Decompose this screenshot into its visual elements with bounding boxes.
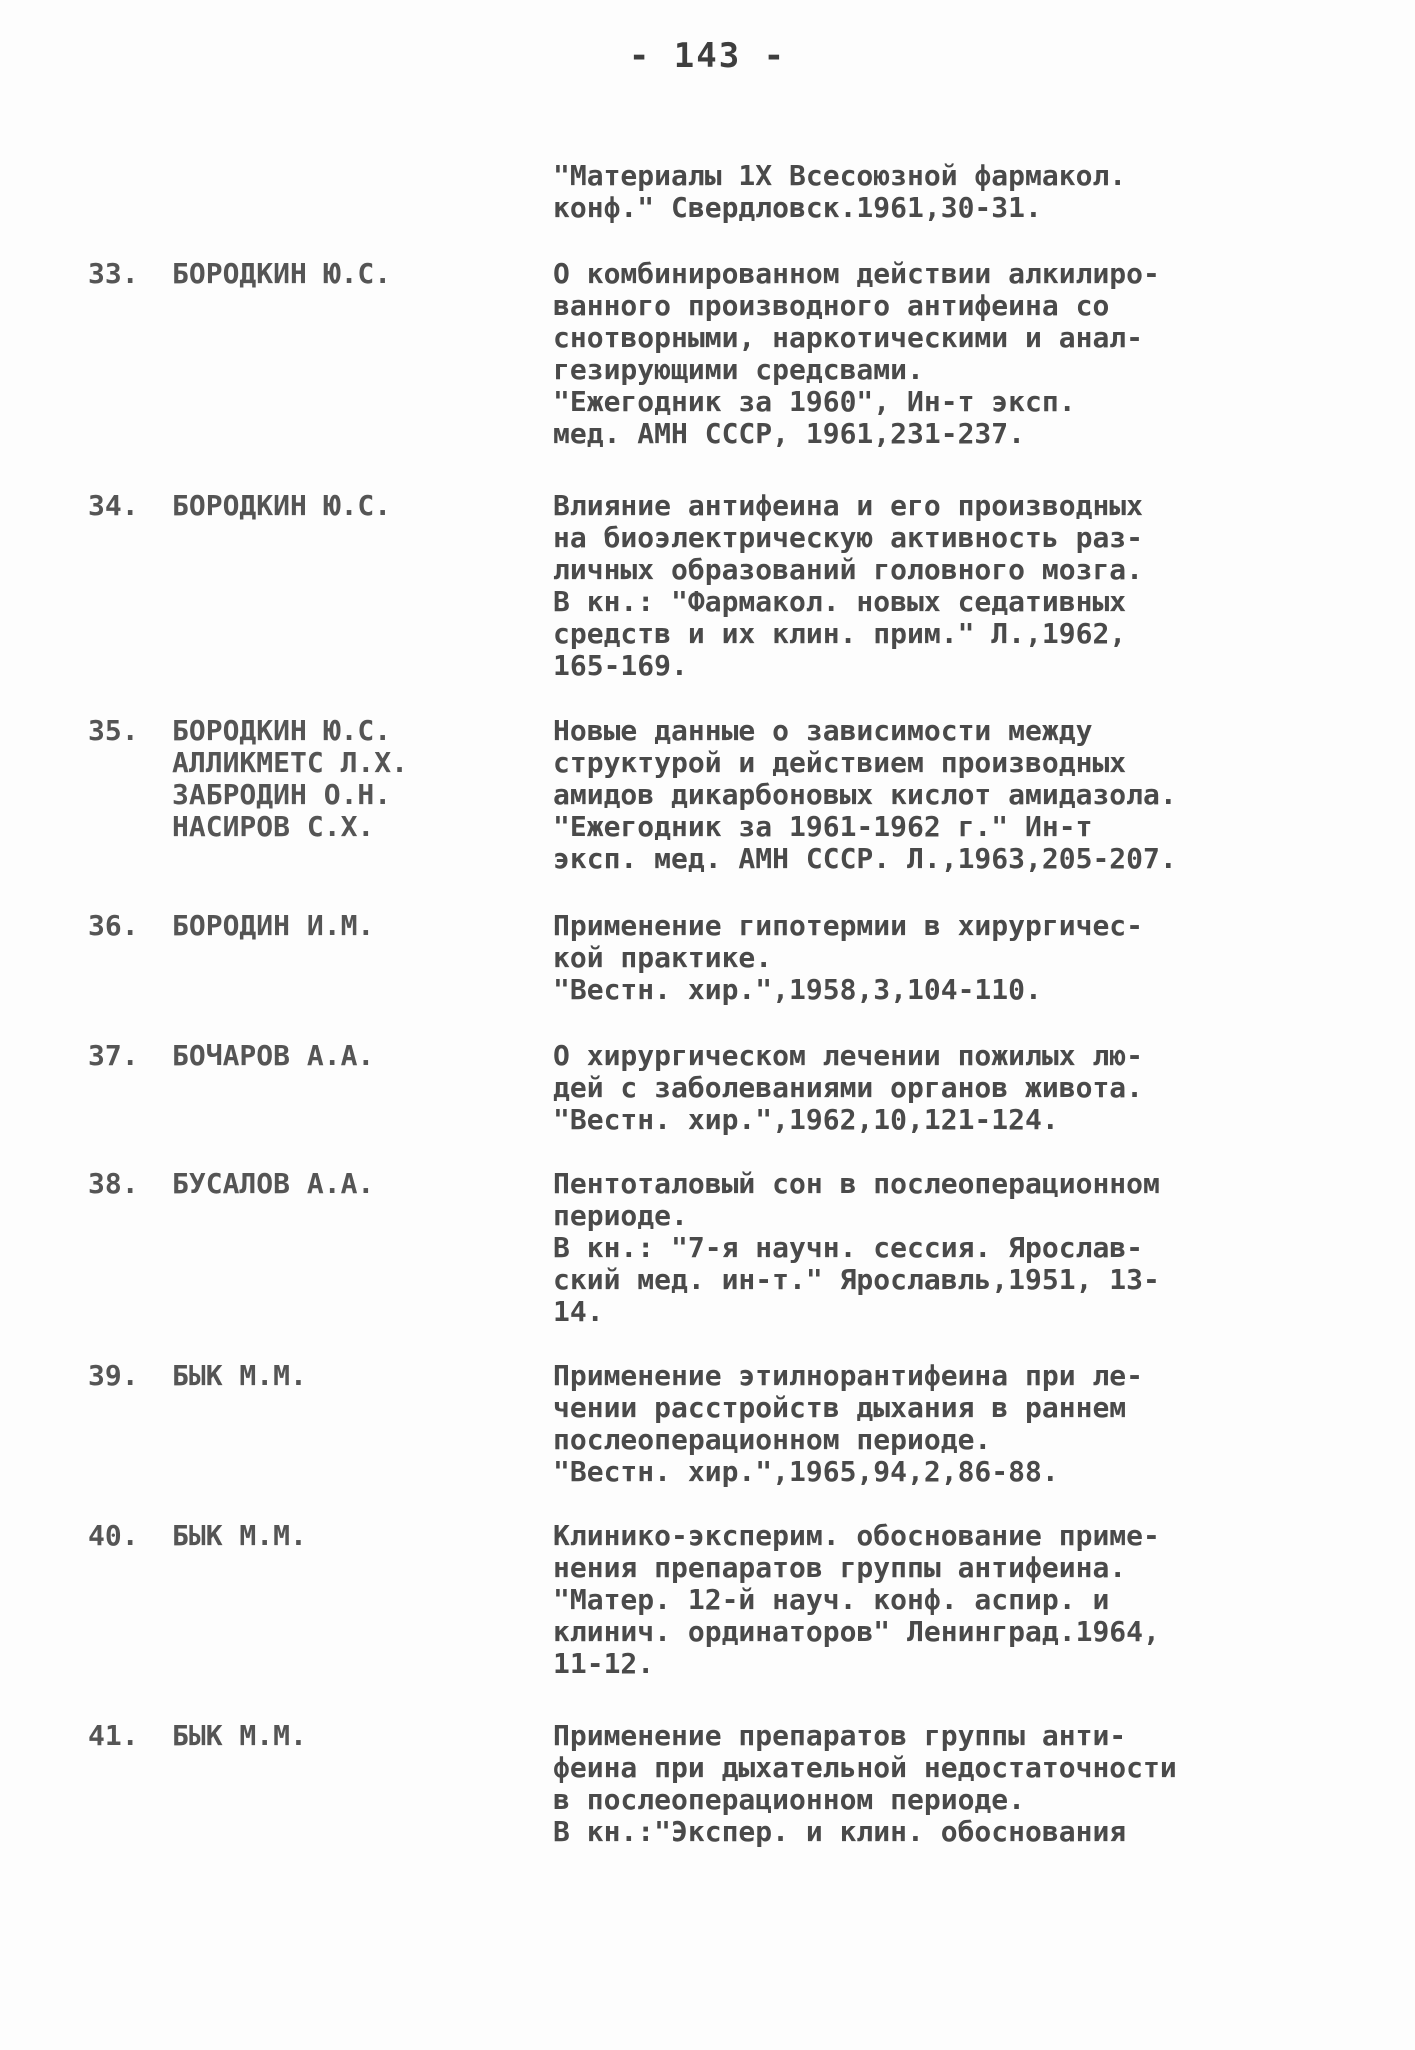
citation-line: В кн.: "Фармакол. новых седативных: [553, 585, 1127, 618]
citation-line: "Вестн. хир.",1965,94,2,86-88.: [553, 1455, 1059, 1488]
citation-line: Применение этилнорантифеина при ле-: [553, 1359, 1144, 1392]
author-name: БЫК М.М.: [172, 1519, 307, 1552]
citation-line: в послеоперационном периоде.: [553, 1783, 1026, 1816]
entry-authors: [172, 1720, 512, 1752]
citation-line: клинич. ординаторов" Ленинград.1964,: [553, 1615, 1160, 1648]
entry-authors: [172, 490, 512, 522]
author-name: АЛЛИКМЕТС Л.Х.: [172, 746, 409, 779]
page-number: - 143 -: [628, 36, 787, 76]
citation-line: "Матер. 12-й науч. конф. аспир. и: [553, 1583, 1110, 1616]
entry-citation: [553, 1040, 1353, 1136]
entry-authors: [172, 1040, 512, 1072]
citation-line: нения препаратов группы антифеина.: [553, 1551, 1127, 1584]
citation-line: структурой и действием производных: [553, 746, 1127, 779]
citation-line: 165-169.: [553, 649, 688, 682]
entry-number: 36.: [88, 909, 139, 942]
citation-line: амидов дикарбоновых кислот амидазола.: [553, 778, 1177, 811]
citation-line: Пентоталовый сон в послеоперационном: [553, 1167, 1160, 1200]
entry-number: 35.: [88, 714, 139, 747]
citation-line: "Ежегодник за 1960", Ин-т эксп.: [553, 385, 1076, 418]
entry-citation: [553, 1720, 1353, 1848]
citation-line: О хирургическом лечении пожилых лю-: [553, 1039, 1144, 1072]
citation-line: чении расстройств дыхания в раннем: [553, 1391, 1127, 1424]
entry-citation: [553, 1360, 1353, 1488]
continuation-line: конф." Свердловск.1961,30-31.: [553, 191, 1042, 224]
author-name: БОРОДКИН Ю.С.: [172, 714, 392, 747]
citation-line: ский мед. ин-т." Ярославль,1951, 13-: [553, 1263, 1160, 1296]
citation-line: эксп. мед. АМН СССР. Л.,1963,205-207.: [553, 842, 1177, 875]
citation-line: Влияние антифеина и его производных: [553, 489, 1144, 522]
citation-line: 11-12.: [553, 1647, 655, 1680]
entry-authors: [172, 715, 512, 843]
entry-citation: [553, 910, 1353, 1006]
citation-line: В кн.:"Экспер. и клин. обоснования: [553, 1815, 1127, 1848]
author-name: ЗАБРОДИН О.Н.: [172, 778, 392, 811]
entry-number: 40.: [88, 1519, 139, 1552]
entry-citation: [553, 715, 1353, 875]
author-name: БОРОДКИН Ю.С.: [172, 489, 392, 522]
citation-line: феина при дыхательной недостаточности: [553, 1751, 1177, 1784]
citation-line: В кн.: "7-я научн. сессия. Ярослав-: [553, 1231, 1144, 1264]
author-name: БОРОДИН И.М.: [172, 909, 375, 942]
citation-line: "Ежегодник за 1961-1962 г." Ин-т: [553, 810, 1093, 843]
entry-number: 37.: [88, 1039, 139, 1072]
citation-line: мед. АМН СССР, 1961,231-237.: [553, 417, 1026, 450]
entry-number: 38.: [88, 1167, 139, 1200]
citation-line: снотворными, наркотическими и анал-: [553, 321, 1144, 354]
citation-line: послеоперационном периоде.: [553, 1423, 992, 1456]
entry-authors: [172, 258, 512, 290]
citation-line: О комбинированном действии алкилиро-: [553, 257, 1160, 290]
entry-number: 41.: [88, 1719, 139, 1752]
citation-line: Применение препаратов группы анти-: [553, 1719, 1127, 1752]
citation-line: 14.: [553, 1295, 604, 1328]
entry-citation: [553, 1168, 1353, 1328]
author-name: НАСИРОВ С.Х.: [172, 810, 375, 843]
citation-line: "Вестн. хир.",1958,3,104-110.: [553, 973, 1042, 1006]
citation-line: "Вестн. хир.",1962,10,121-124.: [553, 1103, 1059, 1136]
citation-line: ванного производного антифеина со: [553, 289, 1110, 322]
entry-authors: [172, 1360, 512, 1392]
entry-citation: [553, 1520, 1353, 1680]
citation-line: гезирующими средсвами.: [553, 353, 924, 386]
entry-number: 34.: [88, 489, 139, 522]
citation-line: Новые данные о зависимости между: [553, 714, 1093, 747]
citation-line: Клинико-эксперим. обоснование приме-: [553, 1519, 1160, 1552]
entry-citation: [553, 490, 1353, 682]
entry-authors: [172, 1168, 512, 1200]
entry-citation: [553, 258, 1353, 450]
author-name: БУСАЛОВ А.А.: [172, 1167, 375, 1200]
citation-line: средств и их клин. прим." Л.,1962,: [553, 617, 1127, 650]
citation-line: кой практике.: [553, 941, 773, 974]
author-name: БЫК М.М.: [172, 1719, 307, 1752]
continuation-line: "Материалы 1Х Всесоюзной фармакол.: [553, 159, 1127, 192]
entry-authors: [172, 1520, 512, 1552]
author-name: БЫК М.М.: [172, 1359, 307, 1392]
citation-line: периоде.: [553, 1199, 688, 1232]
citation-line: на биоэлектрическую активность раз-: [553, 521, 1144, 554]
citation-line: дей с заболеваниями органов живота.: [553, 1071, 1144, 1104]
author-name: БОЧАРОВ А.А.: [172, 1039, 375, 1072]
continuation-text: [553, 160, 1353, 224]
citation-line: Применение гипотермии в хирургичес-: [553, 909, 1144, 942]
citation-line: личных образований головного мозга.: [553, 553, 1144, 586]
entry-number: 39.: [88, 1359, 139, 1392]
entry-number: 33.: [88, 257, 139, 290]
author-name: БОРОДКИН Ю.С.: [172, 257, 392, 290]
entry-authors: [172, 910, 512, 942]
